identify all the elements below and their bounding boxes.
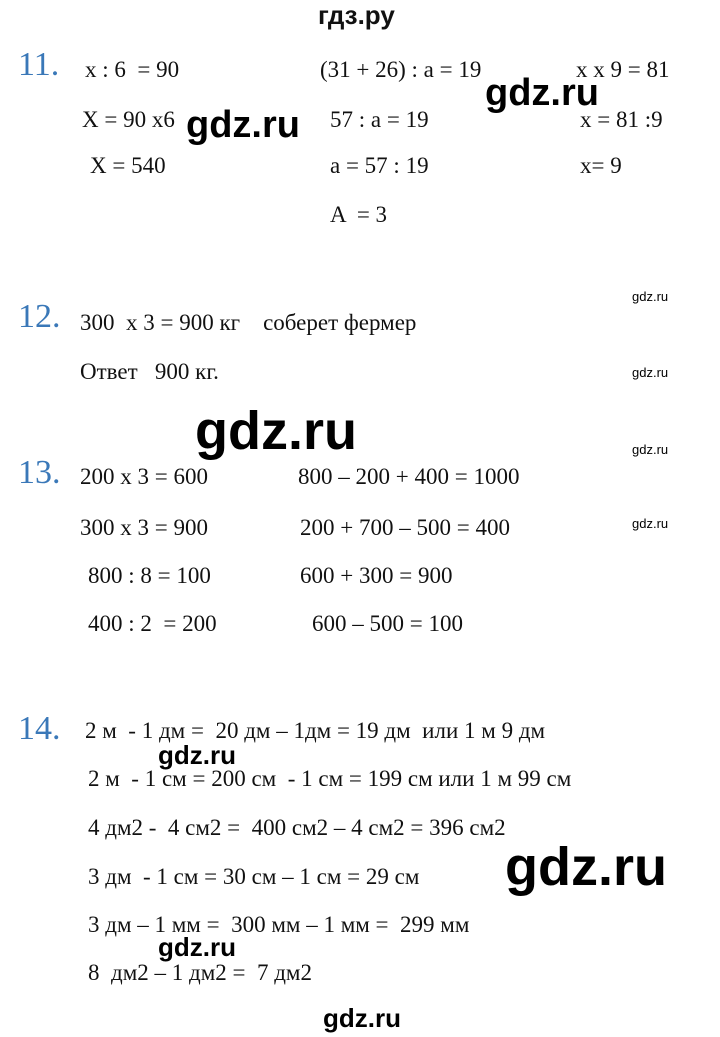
task-11-line: a = 57 : 19 — [330, 153, 429, 178]
watermark: gdz.ru — [505, 837, 667, 897]
task-14-line: 4 дм2 - 4 см2 = 400 см2 – 4 см2 = 396 см2 — [88, 815, 506, 840]
task-13-line: 300 x 3 = 900 — [80, 515, 208, 540]
task-11-line: x : 6 = 90 — [85, 57, 180, 82]
task-13-line: 600 + 300 = 900 — [300, 563, 453, 588]
task-14-line: 3 дм – 1 мм = 300 мм – 1 мм = 299 мм — [88, 912, 470, 937]
watermark: gdz.ru — [632, 365, 669, 380]
task-12-line: 300 x 3 = 900 кг соберет фермер — [80, 310, 417, 335]
task-13-line: 400 : 2 = 200 — [88, 611, 217, 636]
task-11-line: A = 3 — [330, 202, 388, 227]
watermark: gdz.ru — [158, 932, 236, 962]
task-11-line: x= 9 — [580, 153, 622, 178]
task-11-line: X = 540 — [90, 153, 166, 178]
watermark: gdz.ru — [632, 289, 669, 304]
task-11-line: x = 81 :9 — [580, 107, 663, 132]
watermark: gdz.ru — [632, 442, 669, 457]
page-footer: gdz.ru — [323, 1003, 401, 1033]
watermark: gdz.ru — [485, 72, 599, 114]
task-11-line: X = 90 x6 — [82, 107, 175, 132]
page-header: гдз.ру — [318, 0, 395, 30]
task-12-number: 12. — [18, 298, 61, 335]
watermark: gdz.ru — [632, 516, 669, 531]
task-14-line: 2 м - 1 дм = 20 дм – 1дм = 19 дм или 1 м 9 дм — [85, 718, 546, 743]
task-11-line: x x 9 = 81 — [576, 57, 670, 82]
task-11-line: (31 + 26) : a = 19 — [320, 57, 482, 82]
task-13-number: 13. — [18, 454, 61, 491]
task-12-line: Ответ 900 кг. — [80, 359, 219, 384]
task-14-line: 3 дм - 1 см = 30 см – 1 см = 29 см — [88, 864, 420, 889]
watermark: gdz.ru — [186, 104, 300, 146]
task-14-number: 14. — [18, 710, 61, 747]
task-11-number: 11. — [18, 46, 60, 83]
watermark: gdz.ru — [158, 740, 236, 770]
task-11-line: 57 : a = 19 — [330, 107, 429, 132]
task-14-line: 8 дм2 – 1 дм2 = 7 дм2 — [88, 960, 312, 985]
task-13-line: 200 x 3 = 600 — [80, 464, 208, 489]
task-14-line: 2 м - 1 см = 200 см - 1 см = 199 см или 1 м 99 см — [88, 766, 572, 791]
task-13-line: 800 – 200 + 400 = 1000 — [298, 464, 520, 489]
task-13-line: 200 + 700 – 500 = 400 — [300, 515, 510, 540]
watermark: gdz.ru — [195, 401, 357, 461]
task-13-line: 600 – 500 = 100 — [312, 611, 463, 636]
task-13-line: 800 : 8 = 100 — [88, 563, 211, 588]
